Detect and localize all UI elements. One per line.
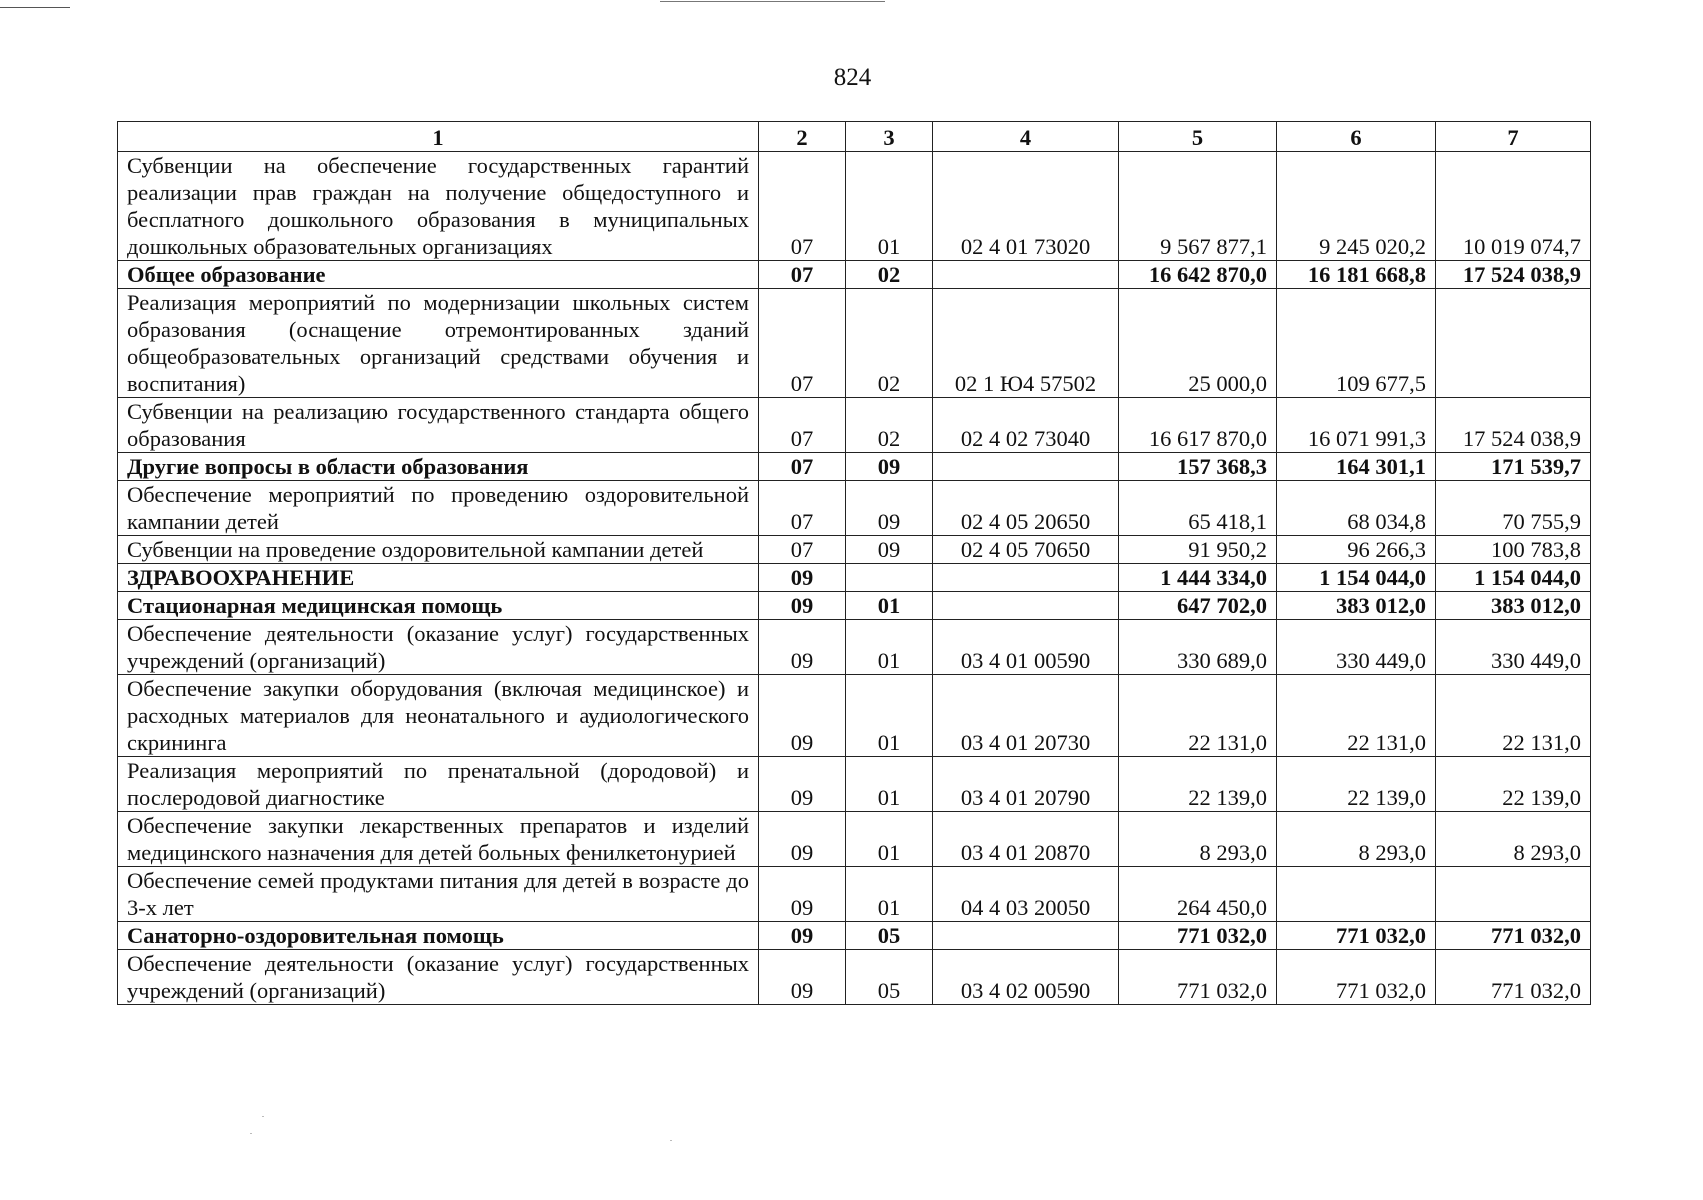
row-amount-6-cell: 16 071 991,3 — [1277, 398, 1436, 453]
table-body — [118, 152, 1591, 1005]
row-target-code-cell: 03 4 01 20790 — [933, 757, 1119, 812]
scan-artifact-line — [660, 1, 885, 2]
row-amount-6-cell: 771 032,0 — [1277, 950, 1436, 1005]
row-target-code-cell: 03 4 01 20870 — [933, 812, 1119, 867]
row-target-code-cell — [933, 592, 1119, 620]
header-cell-subsection: 3 — [846, 122, 933, 152]
row-name-cell: Обеспечение семей продуктами питания для детей в возрасте до 3-х лет — [118, 867, 759, 922]
header-cell-target-code: 4 — [933, 122, 1119, 152]
row-section-cell: 09 — [759, 922, 846, 950]
header-cell-amount-5: 5 — [1119, 122, 1277, 152]
table-row — [118, 152, 1591, 261]
row-subsection-cell: 01 — [846, 152, 933, 261]
row-amount-5-cell: 91 950,2 — [1119, 536, 1277, 564]
row-amount-6-cell: 22 131,0 — [1277, 675, 1436, 757]
row-subsection-cell: 01 — [846, 757, 933, 812]
table-row — [118, 564, 1591, 592]
row-amount-6-cell: 22 139,0 — [1277, 757, 1436, 812]
row-name-cell: Обеспечение мероприятий по проведению оздоровительной кампании детей — [118, 481, 759, 536]
header-row — [118, 122, 1591, 152]
row-section-cell: 09 — [759, 620, 846, 675]
row-amount-6-cell: 16 181 668,8 — [1277, 261, 1436, 289]
header-cell-section: 2 — [759, 122, 846, 152]
row-subsection-cell: 09 — [846, 536, 933, 564]
row-amount-5-cell: 330 689,0 — [1119, 620, 1277, 675]
row-amount-7-cell: 17 524 038,9 — [1436, 261, 1591, 289]
row-amount-6-cell: 9 245 020,2 — [1277, 152, 1436, 261]
row-section-cell: 07 — [759, 398, 846, 453]
row-amount-6-cell: 383 012,0 — [1277, 592, 1436, 620]
row-section-cell: 09 — [759, 675, 846, 757]
row-name-cell: Обеспечение деятельности (оказание услуг) государственных учреждений (организаций) — [118, 620, 759, 675]
table-row — [118, 757, 1591, 812]
row-amount-5-cell: 771 032,0 — [1119, 950, 1277, 1005]
row-section-cell: 09 — [759, 564, 846, 592]
row-amount-5-cell: 25 000,0 — [1119, 289, 1277, 398]
row-subsection-cell: 09 — [846, 453, 933, 481]
row-amount-7-cell: 771 032,0 — [1436, 922, 1591, 950]
page-number: 824 — [833, 64, 872, 91]
row-target-code-cell: 03 4 02 00590 — [933, 950, 1119, 1005]
table-row — [118, 867, 1591, 922]
row-name-cell: Обеспечение деятельности (оказание услуг) государственных учреждений (организаций) — [118, 950, 759, 1005]
row-amount-5-cell: 157 368,3 — [1119, 453, 1277, 481]
row-amount-6-cell: 164 301,1 — [1277, 453, 1436, 481]
row-subsection-cell: 01 — [846, 620, 933, 675]
row-amount-7-cell: 22 131,0 — [1436, 675, 1591, 757]
row-section-cell: 07 — [759, 289, 846, 398]
row-amount-5-cell: 22 131,0 — [1119, 675, 1277, 757]
table-row — [118, 481, 1591, 536]
row-amount-7-cell: 171 539,7 — [1436, 453, 1591, 481]
row-name-cell: Стационарная медицинская помощь — [118, 592, 759, 620]
table-row — [118, 536, 1591, 564]
row-target-code-cell: 03 4 01 20730 — [933, 675, 1119, 757]
row-amount-6-cell: 771 032,0 — [1277, 922, 1436, 950]
row-amount-6-cell: 96 266,3 — [1277, 536, 1436, 564]
row-section-cell: 07 — [759, 152, 846, 261]
scan-speck — [250, 1133, 252, 1134]
row-amount-5-cell: 9 567 877,1 — [1119, 152, 1277, 261]
row-amount-6-cell: 1 154 044,0 — [1277, 564, 1436, 592]
row-subsection-cell: 02 — [846, 261, 933, 289]
row-target-code-cell: 04 4 03 20050 — [933, 867, 1119, 922]
row-amount-7-cell: 70 755,9 — [1436, 481, 1591, 536]
row-target-code-cell: 02 4 05 70650 — [933, 536, 1119, 564]
row-amount-7-cell: 10 019 074,7 — [1436, 152, 1591, 261]
row-subsection-cell: 01 — [846, 812, 933, 867]
table-row — [118, 592, 1591, 620]
row-amount-6-cell: 8 293,0 — [1277, 812, 1436, 867]
row-amount-5-cell: 1 444 334,0 — [1119, 564, 1277, 592]
row-section-cell: 09 — [759, 950, 846, 1005]
row-name-cell: Обеспечение закупки лекарственных препаратов и изделий медицинского назначения для детей больных фенилкетонурией — [118, 812, 759, 867]
row-target-code-cell: 02 4 02 73040 — [933, 398, 1119, 453]
row-subsection-cell: 01 — [846, 592, 933, 620]
row-name-cell: ЗДРАВООХРАНЕНИЕ — [118, 564, 759, 592]
row-subsection-cell: 05 — [846, 950, 933, 1005]
table-row — [118, 398, 1591, 453]
row-subsection-cell: 09 — [846, 481, 933, 536]
row-subsection-cell — [846, 564, 933, 592]
row-name-cell: Субвенции на обеспечение государственных гарантий реализации прав граждан на получение общедоступного и бесплатного дошкольного образования в муниципальных дошкольных образовательных организациях — [118, 152, 759, 261]
header-cell-name: 1 — [118, 122, 759, 152]
row-amount-5-cell: 65 418,1 — [1119, 481, 1277, 536]
row-section-cell: 09 — [759, 812, 846, 867]
row-amount-7-cell: 22 139,0 — [1436, 757, 1591, 812]
row-amount-7-cell: 330 449,0 — [1436, 620, 1591, 675]
scan-artifact-line — [0, 7, 70, 8]
row-name-cell: Реализация мероприятий по пренатальной (дородовой) и послеродовой диагностике — [118, 757, 759, 812]
row-amount-7-cell — [1436, 289, 1591, 398]
row-name-cell: Обеспечение закупки оборудования (включая медицинское) и расходных материалов для неонатального и аудиологического скрининга — [118, 675, 759, 757]
row-target-code-cell — [933, 922, 1119, 950]
table-row — [118, 453, 1591, 481]
row-subsection-cell: 05 — [846, 922, 933, 950]
scan-speck — [262, 1116, 264, 1117]
row-section-cell: 07 — [759, 536, 846, 564]
row-amount-7-cell — [1436, 867, 1591, 922]
row-amount-7-cell: 100 783,8 — [1436, 536, 1591, 564]
row-amount-7-cell: 383 012,0 — [1436, 592, 1591, 620]
scan-speck — [670, 1140, 672, 1141]
row-name-cell: Санаторно-оздоровительная помощь — [118, 922, 759, 950]
table-row — [118, 675, 1591, 757]
row-name-cell: Субвенции на реализацию государственного стандарта общего образования — [118, 398, 759, 453]
row-subsection-cell: 02 — [846, 398, 933, 453]
header-cell-amount-6: 6 — [1277, 122, 1436, 152]
table-row — [118, 922, 1591, 950]
row-target-code-cell: 02 4 01 73020 — [933, 152, 1119, 261]
table-row — [118, 950, 1591, 1005]
row-amount-5-cell: 264 450,0 — [1119, 867, 1277, 922]
table-row — [118, 812, 1591, 867]
row-target-code-cell: 03 4 01 00590 — [933, 620, 1119, 675]
row-amount-7-cell: 17 524 038,9 — [1436, 398, 1591, 453]
row-name-cell: Реализация мероприятий по модернизации школьных систем образования (оснащение отремонтированных зданий общеобразовательных организаций средствами обучения и воспитания) — [118, 289, 759, 398]
row-target-code-cell: 02 4 05 20650 — [933, 481, 1119, 536]
budget-table — [117, 121, 1591, 1005]
row-amount-5-cell: 771 032,0 — [1119, 922, 1277, 950]
row-target-code-cell — [933, 261, 1119, 289]
row-section-cell: 07 — [759, 453, 846, 481]
row-target-code-cell — [933, 564, 1119, 592]
row-amount-5-cell: 16 617 870,0 — [1119, 398, 1277, 453]
row-amount-5-cell: 8 293,0 — [1119, 812, 1277, 867]
row-amount-6-cell: 330 449,0 — [1277, 620, 1436, 675]
table-row — [118, 261, 1591, 289]
header-cell-amount-7: 7 — [1436, 122, 1591, 152]
row-subsection-cell: 01 — [846, 675, 933, 757]
row-subsection-cell: 01 — [846, 867, 933, 922]
row-amount-6-cell: 68 034,8 — [1277, 481, 1436, 536]
table-row — [118, 289, 1591, 398]
row-section-cell: 07 — [759, 261, 846, 289]
row-section-cell: 09 — [759, 867, 846, 922]
row-amount-5-cell: 16 642 870,0 — [1119, 261, 1277, 289]
row-target-code-cell: 02 1 Ю4 57502 — [933, 289, 1119, 398]
row-name-cell: Общее образование — [118, 261, 759, 289]
row-amount-6-cell: 109 677,5 — [1277, 289, 1436, 398]
row-target-code-cell — [933, 453, 1119, 481]
row-amount-7-cell: 1 154 044,0 — [1436, 564, 1591, 592]
row-name-cell: Другие вопросы в области образования — [118, 453, 759, 481]
row-amount-7-cell: 8 293,0 — [1436, 812, 1591, 867]
row-amount-6-cell — [1277, 867, 1436, 922]
row-section-cell: 07 — [759, 481, 846, 536]
row-amount-5-cell: 647 702,0 — [1119, 592, 1277, 620]
row-amount-5-cell: 22 139,0 — [1119, 757, 1277, 812]
row-amount-7-cell: 771 032,0 — [1436, 950, 1591, 1005]
table-row — [118, 620, 1591, 675]
row-name-cell: Субвенции на проведение оздоровительной кампании детей — [118, 536, 759, 564]
row-section-cell: 09 — [759, 592, 846, 620]
row-section-cell: 09 — [759, 757, 846, 812]
row-subsection-cell: 02 — [846, 289, 933, 398]
